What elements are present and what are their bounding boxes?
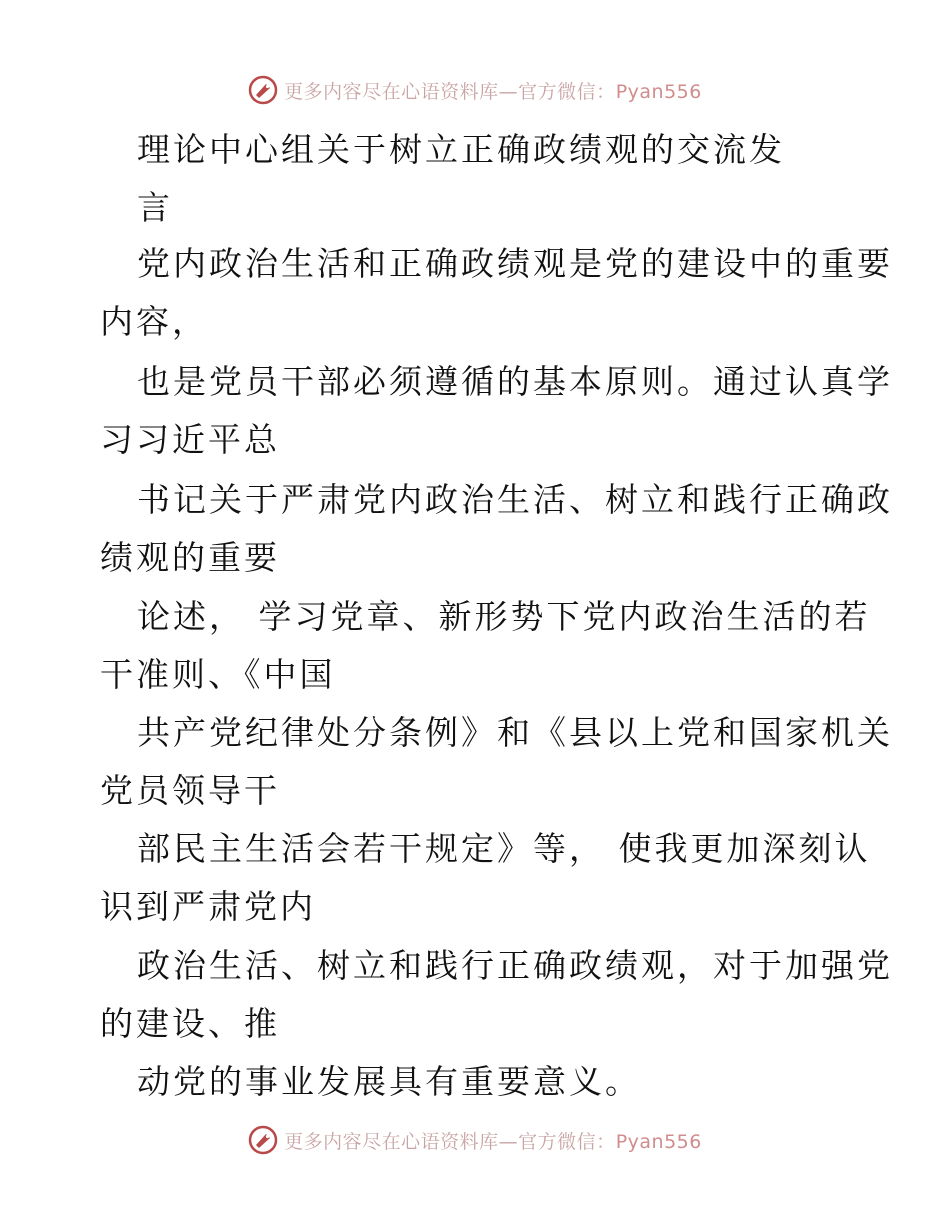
watermark-label: 官方微信：	[518, 1130, 616, 1153]
watermark-separator: —	[498, 80, 519, 103]
paragraph-line: 的建设、推	[100, 1004, 280, 1043]
paragraph-line: 党内政治生活和正确政绩观是党的建设中的重要	[137, 244, 893, 283]
paragraph-line: 部民主生活会若干规定》等， 使我更加深刻认	[137, 829, 871, 868]
paragraph-line: 共产党纪律处分条例》和《县以上党和国家机关	[137, 713, 893, 752]
document-title-line-2: 言	[137, 188, 173, 227]
paragraph-line: 内容，	[100, 302, 208, 341]
pen-nib-logo-icon	[248, 1125, 278, 1155]
watermark-main: 更多内容尽在心语资料库	[284, 80, 499, 103]
paragraph-line: 干准则、《中国	[100, 655, 336, 694]
paragraph-line: 习习近平总	[100, 420, 280, 459]
paragraph-line: 党员领导干	[100, 771, 280, 810]
watermark-text	[284, 1127, 702, 1154]
paragraph-line: 也是党员干部必须遵循的基本原则。通过认真学	[137, 362, 893, 401]
paragraph-line: 识到严肃党内	[100, 887, 316, 926]
paragraph-line: 动党的事业发展具有重要意义。	[137, 1062, 641, 1101]
paragraph-line: 论述， 学习党章、新形势下党内政治生活的若	[137, 597, 871, 636]
paragraph-line: 绩观的重要	[100, 538, 280, 577]
paragraph-line: 政治生活、树立和践行正确政绩观，对于加强党	[137, 946, 893, 985]
watermark-id: Pyan556	[615, 1130, 702, 1153]
footer-watermark-banner	[0, 1120, 950, 1160]
paragraph-line: 书记关于严肃党内政治生活、树立和践行正确政	[137, 480, 893, 519]
watermark-label: 官方微信：	[518, 80, 616, 103]
watermark-separator: —	[498, 1130, 519, 1153]
document-title-line-1: 理论中心组关于树立正确政绩观的交流发	[137, 130, 785, 169]
watermark-id: Pyan556	[615, 80, 702, 103]
watermark-main: 更多内容尽在心语资料库	[284, 1130, 499, 1153]
